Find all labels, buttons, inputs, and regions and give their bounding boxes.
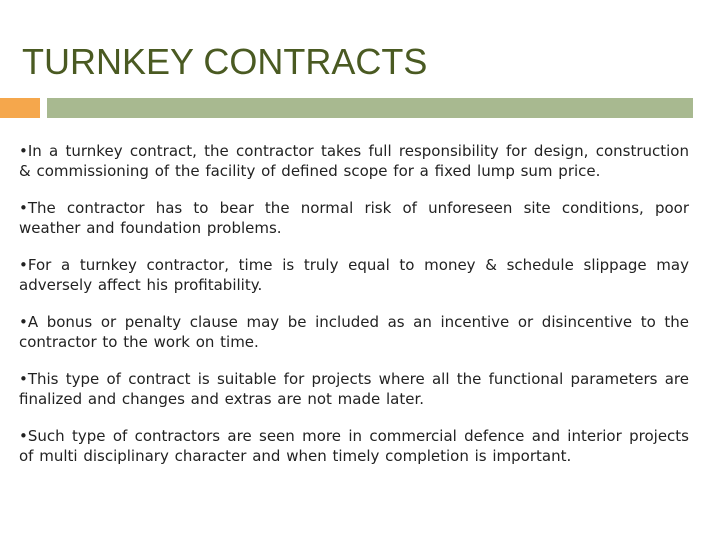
bullet-list xyxy=(19,141,689,483)
title-accent-bar xyxy=(0,98,40,118)
bullet-item: •A bonus or penalty clause may be included as an incentive or disincentive to the contractor to the work on time. xyxy=(19,313,689,351)
bullet-item: •The contractor has to bear the normal risk of unforeseen site conditions, poor weather and foundation problems. xyxy=(19,199,689,237)
bullet-item: •This type of contract is suitable for projects where all the functional parameters are finalized and changes and extras are not made later. xyxy=(19,370,689,408)
bullet-item: •Such type of contractors are seen more in commercial defence and interior projects of multi disciplinary character and when timely completion is important. xyxy=(19,427,689,465)
bullet-item: •For a turnkey contractor, time is truly equal to money & schedule slippage may adversely affect his profitability. xyxy=(19,256,689,294)
title-rule-bar xyxy=(47,98,693,118)
bullet-item: •In a turnkey contract, the contractor takes full responsibility for design, construction & commissioning of the facility of defined scope for a fixed lump sum price. xyxy=(19,142,689,180)
slide-title: TURNKEY CONTRACTS xyxy=(22,41,428,82)
